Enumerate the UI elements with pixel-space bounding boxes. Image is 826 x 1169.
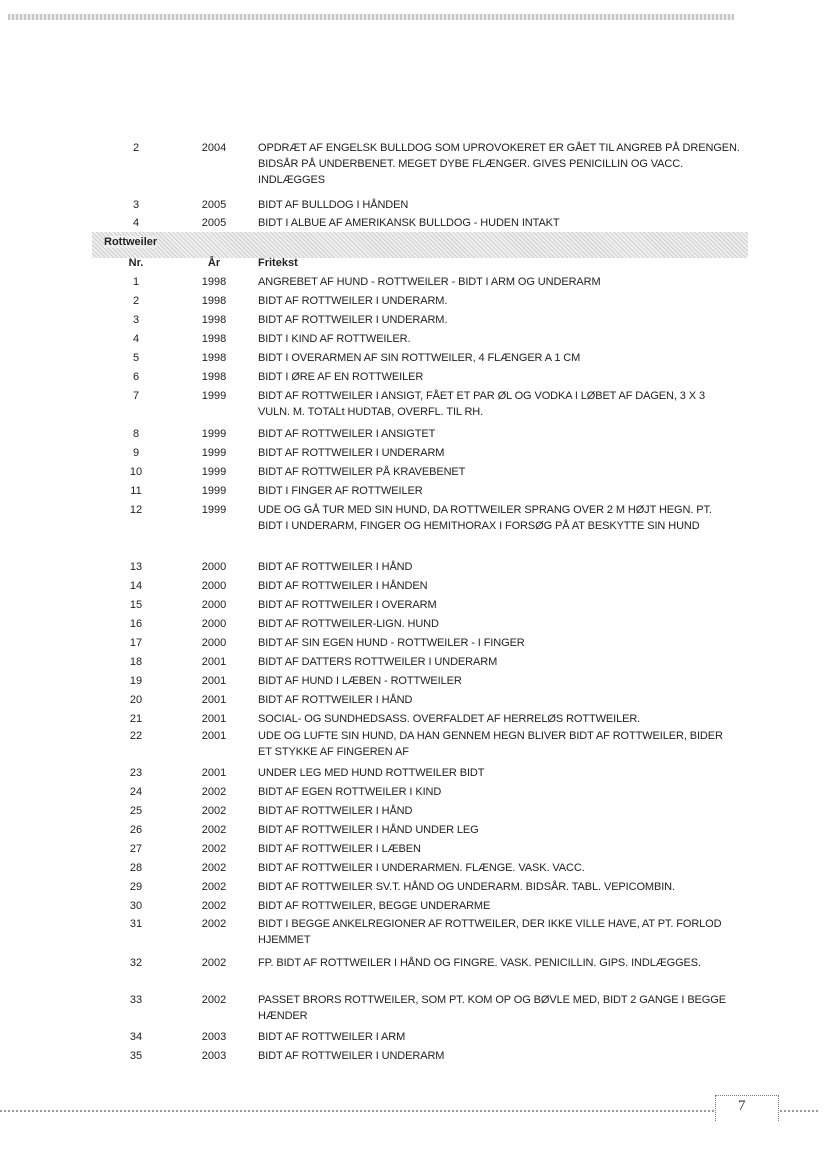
row-text: BIDT AF ROTTWEILER I UNDERARM [258, 447, 445, 459]
row-year: 2002 [201, 957, 227, 969]
row-year: 1999 [201, 466, 227, 478]
row-number: 26 [129, 824, 143, 836]
row-year: 2002 [201, 862, 227, 874]
row-number: 21 [129, 713, 143, 725]
row-year: 2000 [201, 561, 227, 573]
row-number: 2 [132, 295, 140, 307]
column-header-text: Fritekst [258, 257, 298, 269]
row-text: OPDRÆT AF ENGELSK BULLDOG SOM UPROVOKERET ER GÅET TIL ANGREB PÅ DRENGEN. BIDSÅR PÅ UNDERBENET. MEGET DYBE FLÆNGER. GIVES PENICILLIN OG VACC. INDLÆGGES [258, 142, 740, 186]
row-text: BIDT AF ROTTWEILER I ANSIGT, FÅET ET PAR ØL OG VODKA I LØBET AF DAGEN, 3 X 3 VULN. M. TOTALt HUDTAB, OVERFL. TIL RH. [258, 390, 705, 418]
row-text: BIDT I BEGGE ANKELREGIONER AF ROTTWEILER, DER IKKE VILLE HAVE, AT PT. FORLOD HJEMMET [258, 918, 722, 946]
row-text: SOCIAL- OG SUNDHEDSASS. OVERFALDET AF HERRELØS ROTTWEILER. [258, 713, 641, 725]
row-number: 3 [132, 314, 140, 326]
row-year: 2002 [201, 881, 227, 893]
row-text: BIDT AF ROTTWEILER I UNDERARMEN. FLÆNGE. VASK. VACC. [258, 862, 585, 874]
bottom-scan-rule [0, 1110, 716, 1112]
row-year: 1998 [201, 276, 227, 288]
row-year: 1999 [201, 504, 227, 516]
row-number: 23 [129, 767, 143, 779]
row-year: 2002 [201, 900, 227, 912]
row-year: 2001 [201, 694, 227, 706]
row-text: BIDT AF ROTTWEILER I LÆBEN [258, 843, 421, 855]
row-number: 11 [130, 485, 142, 497]
row-text: BIDT AF SIN EGEN HUND - ROTTWEILER - I FINGER [258, 637, 525, 649]
row-text: FP. BIDT AF ROTTWEILER I HÅND OG FINGRE. VASK. PENICILLIN. GIPS. INDLÆGGES. [258, 957, 701, 969]
row-text: BIDT AF ROTTWEILER I HÅND [258, 694, 413, 706]
row-year: 2002 [201, 786, 227, 798]
row-year: 1998 [201, 333, 227, 345]
row-number: 8 [132, 428, 140, 440]
row-number: 15 [129, 599, 143, 611]
row-year: 2003 [201, 1050, 227, 1062]
row-text: PASSET BRORS ROTTWEILER, SOM PT. KOM OP OG BØVLE MED, BIDT 2 GANGE I BEGGE HÆNDER [258, 994, 726, 1022]
row-year: 2001 [201, 675, 227, 687]
row-number: 5 [132, 352, 140, 364]
row-year: 1998 [201, 371, 227, 383]
row-text: BIDT AF ROTTWEILER I HÅND [258, 561, 413, 573]
row-text: BIDT AF BULLDOG I HÅNDEN [258, 199, 409, 211]
row-text: BIDT AF EGEN ROTTWEILER I KIND [258, 786, 442, 798]
row-text: BIDT I FINGER AF ROTTWEILER [258, 485, 423, 497]
row-year: 1998 [201, 314, 227, 326]
row-text: BIDT AF HUND I LÆBEN - ROTTWEILER [258, 675, 462, 687]
row-year: 2002 [201, 994, 227, 1006]
row-number: 25 [129, 805, 143, 817]
row-text: BIDT I ØRE AF EN ROTTWEILER [258, 371, 424, 383]
row-text: BIDT AF ROTTWEILER PÅ KRAVEBENET [258, 466, 466, 478]
row-number: 13 [129, 561, 143, 573]
row-year: 2000 [201, 618, 227, 630]
row-number: 4 [132, 217, 140, 229]
row-number: 14 [129, 580, 143, 592]
row-number: 6 [132, 371, 140, 383]
row-text: ANGREBET AF HUND - ROTTWEILER - BIDT I ARM OG UNDERARM [258, 276, 601, 288]
row-number: 10 [129, 466, 143, 478]
row-year: 2000 [201, 580, 227, 592]
row-text: BIDT AF ROTTWEILER I ARM [258, 1031, 406, 1043]
row-year: 2000 [201, 637, 227, 649]
bottom-scan-rule-right [780, 1110, 820, 1112]
row-text: BIDT AF DATTERS ROTTWEILER I UNDERARM [258, 656, 498, 668]
page-number-box [715, 1095, 779, 1121]
section-title: Rottweiler [104, 236, 158, 248]
row-number: 3 [132, 199, 140, 211]
row-text: BIDT AF ROTTWEILER I UNDERARM. [258, 314, 448, 326]
row-year: 2002 [201, 918, 227, 930]
row-number: 2 [132, 142, 140, 154]
row-number: 33 [129, 994, 143, 1006]
row-year: 2004 [201, 142, 227, 154]
row-text: BIDT I OVERARMEN AF SIN ROTTWEILER, 4 FLÆNGER A 1 CM [258, 352, 581, 364]
row-number: 20 [129, 694, 143, 706]
row-text: BIDT AF ROTTWEILER SV.T. HÅND OG UNDERARM. BIDSÅR. TABL. VEPICOMBIN. [258, 881, 675, 893]
row-text: UNDER LEG MED HUND ROTTWEILER BIDT [258, 767, 485, 779]
top-scan-rule [8, 14, 734, 20]
row-year: 2002 [201, 805, 227, 817]
row-text: UDE OG LUFTE SIN HUND, DA HAN GENNEM HEGN BLIVER BIDT AF ROTTWEILER, BIDER ET STYKKE AF FINGEREN AF [258, 730, 723, 758]
row-text: BIDT AF ROTTWEILER I HÅND UNDER LEG [258, 824, 479, 836]
row-number: 22 [129, 730, 143, 742]
row-year: 2000 [201, 599, 227, 611]
column-header-nr: Nr. [128, 257, 144, 269]
row-number: 19 [129, 675, 143, 687]
row-number: 16 [129, 618, 143, 630]
page-number: 7 [738, 1098, 746, 1114]
row-text: BIDT AF ROTTWEILER I OVERARM [258, 599, 437, 611]
row-year: 1998 [201, 352, 227, 364]
column-header-year: År [207, 257, 221, 269]
row-number: 1 [132, 276, 140, 288]
row-text: BIDT AF ROTTWEILER I UNDERARM [258, 1050, 445, 1062]
row-text: BIDT AF ROTTWEILER I UNDERARM. [258, 295, 448, 307]
row-text: BIDT I KIND AF ROTTWEILER. [258, 333, 411, 345]
row-year: 1999 [201, 485, 227, 497]
row-year: 1999 [201, 428, 227, 440]
row-number: 4 [132, 333, 140, 345]
row-number: 27 [129, 843, 143, 855]
row-number: 34 [129, 1031, 143, 1043]
row-number: 32 [129, 957, 143, 969]
row-text: BIDT AF ROTTWEILER-LIGN. HUND [258, 618, 439, 630]
row-text: BIDT I ALBUE AF AMERIKANSK BULLDOG - HUDEN INTAKT [258, 217, 560, 229]
row-number: 31 [129, 918, 143, 930]
row-number: 17 [129, 637, 143, 649]
row-number: 18 [129, 656, 143, 668]
row-year: 2002 [201, 843, 227, 855]
row-year: 2001 [201, 730, 227, 742]
row-number: 30 [129, 900, 143, 912]
row-number: 35 [129, 1050, 143, 1062]
row-number: 29 [129, 881, 143, 893]
row-text: UDE OG GÅ TUR MED SIN HUND, DA ROTTWEILER SPRANG OVER 2 M HØJT HEGN. PT. BIDT I UNDERARM, FINGER OG HEMITHORAX I FORSØG PÅ AT BESKYTTE SIN HUND [258, 504, 712, 532]
row-text: BIDT AF ROTTWEILER I HÅNDEN [258, 580, 428, 592]
row-year: 2002 [201, 824, 227, 836]
row-year: 1999 [201, 390, 227, 402]
row-text: BIDT AF ROTTWEILER I HÅND [258, 805, 413, 817]
row-number: 28 [129, 862, 143, 874]
row-year: 2001 [201, 656, 227, 668]
row-text: BIDT AF ROTTWEILER, BEGGE UNDERARME [258, 900, 491, 912]
row-year: 2005 [201, 217, 227, 229]
row-text: BIDT AF ROTTWEILER I ANSIGTET [258, 428, 436, 440]
row-year: 1998 [201, 295, 227, 307]
row-number: 24 [129, 786, 143, 798]
row-year: 2001 [201, 713, 227, 725]
row-year: 2001 [201, 767, 227, 779]
row-year: 2005 [201, 199, 227, 211]
row-number: 7 [132, 390, 140, 402]
row-number: 9 [132, 447, 140, 459]
section-header-band [92, 232, 748, 258]
row-year: 2003 [201, 1031, 227, 1043]
row-number: 12 [129, 504, 143, 516]
row-year: 1999 [201, 447, 227, 459]
